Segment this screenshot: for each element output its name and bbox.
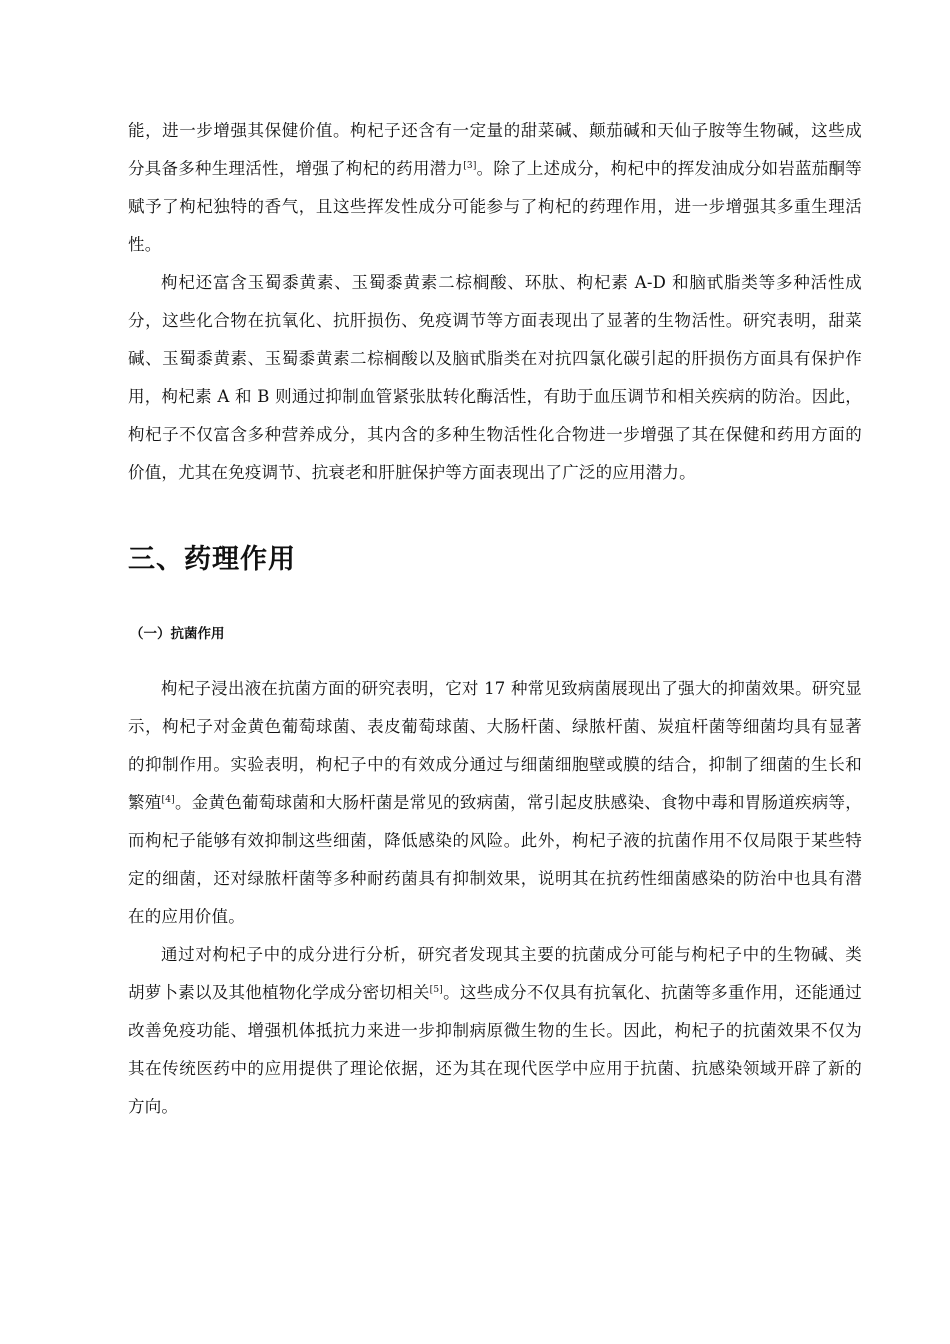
document-page	[128, 112, 862, 1126]
paragraph-text: 枸杞还富含玉蜀黍黄素、玉蜀黍黄素二棕榈酸、环肽、枸杞素 A-D 和脑甙脂类等多种活性成分，这些化合物在抗氧化、抗肝损伤、免疫调节等方面表现出了显著的生物活性。研究表明，甜菜碱、玉蜀黍黄素、玉蜀黍黄素二棕榈酸以及脑甙脂类在对抗四氯化碳引起的肝损伤方面具有保护作用，枸杞素 A 和 B 则通过抑制血管紧张肽转化酶活性，有助于血压调节和相关疾病的防治。因此，枸杞子不仅富含多种营养成分，其内含的多种生物活性化合物进一步增强了其在保健和药用方面的价值，尤其在免疫调节、抗衰老和肝脏保护等方面表现出了广泛的应用潜力。	[128, 273, 862, 482]
paragraph-active-ingredients	[128, 264, 862, 492]
paragraph-text: 能，进一步增强其保健价值。枸杞子还含有一定量的甜菜碱、颠茄碱和天仙子胺等生物碱，这些成分具备多种生理活性，增强了枸杞的药用潜力	[128, 121, 862, 178]
paragraph-antibacterial-research	[128, 670, 862, 936]
paragraph-continued	[128, 112, 862, 264]
citation-ref: [5]	[429, 985, 444, 995]
paragraph-text: 通过对枸杞子中的成分进行分析，研究者发现其主要的抗菌成分可能与枸杞子中的生物碱、类胡萝卜素以及其他植物化学成分密切相关	[128, 945, 862, 1002]
citation-ref: [3]	[463, 161, 477, 171]
section-heading: 三、药理作用	[128, 544, 296, 575]
subsection-heading: （一）抗菌作用	[130, 626, 225, 642]
citation-ref: [4]	[161, 795, 175, 805]
paragraph-antibacterial-analysis	[128, 936, 862, 1126]
paragraph-text: 。这些成分不仅具有抗氧化、抗菌等多重作用，还能通过改善免疫功能、增强机体抵抗力来进一步抑制病原微生物的生长。因此，枸杞子的抗菌效果不仅为其在传统医药中的应用提供了理论依据，还为其在现代医学中应用于抗菌、抗感染领域开辟了新的方向。	[128, 983, 863, 1116]
spacer	[128, 644, 862, 670]
paragraph-text: 。除了上述成分，枸杞中的挥发油成分如岩蓝茄酮等赋予了枸杞独特的香气，且这些挥发性成分可能参与了枸杞的药理作用，进一步增强其多重生理活性。	[128, 159, 863, 254]
paragraph-text: 枸杞子浸出液在抗菌方面的研究表明，它对 17 种常见致病菌展现出了强大的抑菌效果。研究显示，枸杞子对金黄色葡萄球菌、表皮葡萄球菌、大肠杆菌、绿脓杆菌、炭疽杆菌等细菌均具有显著的抑制作用。实验表明，枸杞子中的有效成分通过与细菌细胞壁或膜的结合，抑制了细菌的生长和繁殖	[128, 679, 862, 812]
paragraph-text: 。金黄色葡萄球菌和大肠杆菌是常见的致病菌，常引起皮肤感染、食物中毒和胃肠道疾病等，而枸杞子能够有效抑制这些细菌，降低感染的风险。此外，枸杞子液的抗菌作用不仅局限于某些特定的细菌，还对绿脓杆菌等多种耐药菌具有抑制效果，说明其在抗药性细菌感染的防治中也具有潜在的应用价值。	[128, 793, 863, 926]
